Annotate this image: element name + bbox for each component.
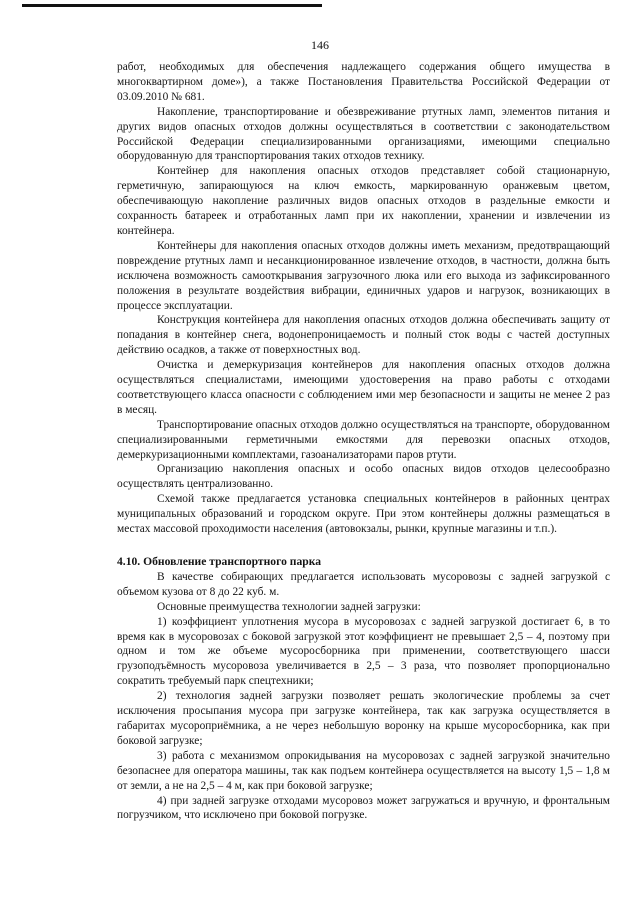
paragraph: Транспортирование опасных отходов должно осуществляться на транспорте, оборудованном специализированными герметичными емкостями для перевозки опасных отходов, демеркуризационными комплектами, газоанализаторами паров ртути.	[117, 418, 610, 461]
paragraph: Очистка и демеркуризация контейнеров для накопления опасных отходов должна осуществляться специалистами, имеющими удостоверения на право работы с отходами соответствующего класса опасности с соблюдением ими мер безопасности и защиты не менее 2 раз в месяц.	[117, 359, 610, 416]
list-item: 3) работа с механизмом опрокидывания на мусоровозах с задней загрузкой значительно безопаснее для оператора машины, так как подъем контейнера осуществляется на высоту 1,5 – 1,8 м от земли, а не на 2,5 – 4 м, как при боковой загрузке;	[117, 749, 610, 792]
paragraph: Контейнеры для накопления опасных отходов должны иметь механизм, предотвращающий повреждение ртутных ламп и несанкционированное извлечение отходов, в частности, должна быть исключена возможность самооткрывания загрузочного люка или его выхода из зафиксированного положения в результате воздействия вибрации, единичных ударов и нагрузок, возникающих в процессе эксплуатации.	[117, 239, 610, 312]
paragraph: Организацию накопления опасных и особо опасных видов отходов целесообразно осуществлять централизованно.	[117, 463, 610, 491]
paragraph: Контейнер для накопления опасных отходов представляет собой стационарную, герметичную, запирающуюся на ключ емкость, маркированную оранжевым цветом, обеспечивающую накопление различных видов опасных отходов в раздельные емкости и сохранность батареек и отработанных ламп при их накоплении, хранении и извлечении из контейнера.	[117, 165, 610, 237]
paragraph: В качестве собирающих предлагается использовать мусоровозы с задней загрузкой с объемом кузова от 8 до 22 куб. м.	[117, 570, 610, 598]
list-item: 1) коэффициент уплотнения мусора в мусоровозах с задней загрузкой достигает 6, в то время как в мусоровозах с боковой загрузкой этот коэффициент не превышает 2,5 – 4, поэтому при одном и том же объеме мусоросборника при применении, соответствующего шасси грузоподъёмность мусоровоза увеличивается в 2,5 – 3 раза, что позволяет пропорционально сократить требуемый парк спецтехники;	[117, 615, 610, 688]
list-item: 4) при задней загрузке отходами мусоровоз может загружаться и вручную, и фронтальным погрузчиком, что исключено при боковой погрузке.	[117, 794, 610, 822]
page-number: 146	[311, 38, 329, 52]
paragraph: Основные преимущества технологии задней загрузки:	[157, 600, 421, 613]
paragraph: Схемой также предлагается установка специальных контейнеров в районных центрах муниципальных образований и городском округе. При этом контейнеры должны размещаться в местах массовой проходимости населения (автовокзалы, рынки, крупные магазины и т.п.).	[117, 493, 610, 536]
list-item: 2) технология задней загрузки позволяет решать экологические проблемы за счет исключения просыпания мусора при загрузке контейнера, так как загрузка осуществляется в габаритах мусороприёмника, а не через небольшую воронку на крыше мусоросборника, как при боковой загрузке;	[117, 690, 610, 747]
paragraph: Накопление, транспортирование и обезвреживание ртутных ламп, элементов питания и других видов опасных отходов должны осуществляться в соответствии с законодательством Российской Федерации специализированными организациями, имеющими специально оборудованную для транспортирования таких отходов технику.	[117, 105, 610, 163]
document-body	[117, 60, 610, 823]
scan-top-line	[22, 4, 322, 7]
paragraph: Конструкция контейнера для накопления опасных отходов должна обеспечивать защиту от попадания в контейнер снега, водонепроницаемость и полный сток воды с частей доступных действию осадков, а также от поверхностных вод.	[117, 314, 610, 357]
paragraph-continuation: работ, необходимых для обеспечения надлежащего содержания общего имущества в многоквартирном доме»), а также Постановления Правительства Российской Федерации от 03.09.2010 № 681.	[117, 61, 610, 103]
section-heading: 4.10. Обновление транспортного парка	[117, 555, 321, 568]
